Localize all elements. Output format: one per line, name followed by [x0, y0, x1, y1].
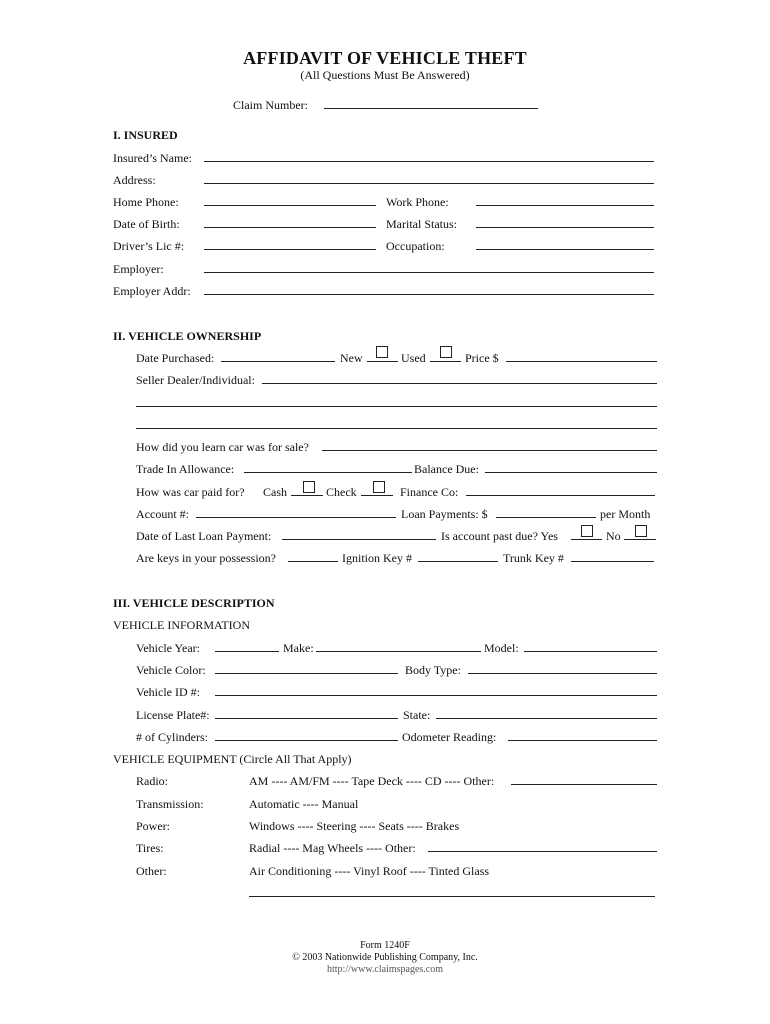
seller-label: Seller Dealer/Individual: — [136, 373, 255, 387]
address-label: Address: — [113, 173, 156, 187]
odometer-label: Odometer Reading: — [402, 730, 497, 744]
ignition-label: Ignition Key # — [342, 551, 412, 565]
check-checkbox[interactable] — [373, 481, 385, 493]
account-field[interactable] — [196, 517, 396, 518]
keys-field[interactable] — [288, 561, 338, 562]
ignition-field[interactable] — [418, 561, 498, 562]
section-ownership-header: II. VEHICLE OWNERSHIP — [113, 329, 262, 343]
odometer-field[interactable] — [508, 740, 657, 741]
work-phone-field[interactable] — [476, 205, 654, 206]
last-loan-field[interactable] — [282, 539, 436, 540]
make-field[interactable] — [316, 651, 481, 652]
power-options[interactable]: Windows ---- Steering ---- Seats ---- Brakes — [249, 819, 460, 833]
year-label: Vehicle Year: — [136, 641, 200, 655]
new-label: New — [340, 351, 363, 365]
power-label: Power: — [136, 819, 170, 833]
check-underline — [361, 495, 393, 496]
yes-underline — [571, 539, 602, 540]
used-underline — [430, 361, 461, 362]
cash-label: Cash — [263, 485, 287, 499]
tires-label: Tires: — [136, 841, 164, 855]
cylinders-label: # of Cylinders: — [136, 730, 208, 744]
year-field[interactable] — [215, 651, 279, 652]
other-options[interactable]: Air Conditioning ---- Vinyl Roof ---- Tinted Glass — [249, 864, 490, 878]
seller-field[interactable] — [262, 383, 657, 384]
seller-field-line-2[interactable] — [136, 406, 657, 407]
body-type-field[interactable] — [468, 673, 657, 674]
transmission-label: Transmission: — [136, 797, 204, 811]
home-phone-label: Home Phone: — [113, 195, 179, 209]
drivers-lic-field[interactable] — [204, 249, 376, 250]
date-purchased-label: Date Purchased: — [136, 351, 215, 365]
state-field[interactable] — [436, 718, 657, 719]
transmission-options[interactable]: Automatic ---- Manual — [249, 797, 359, 811]
drivers-lic-label: Driver’s Lic #: — [113, 239, 185, 253]
trade-in-label: Trade In Allowance: — [136, 462, 235, 476]
learn-field[interactable] — [322, 450, 657, 451]
color-label: Vehicle Color: — [136, 663, 206, 677]
employer-addr-field[interactable] — [204, 294, 654, 295]
price-label: Price $ — [465, 351, 499, 365]
claim-number-field[interactable] — [324, 108, 538, 109]
home-phone-field[interactable] — [204, 205, 376, 206]
radio-label: Radio: — [136, 774, 168, 788]
state-label: State: — [403, 708, 431, 722]
vid-field[interactable] — [215, 695, 657, 696]
learn-label: How did you learn car was for sale? — [136, 440, 309, 454]
last-loan-label: Date of Last Loan Payment: — [136, 529, 272, 543]
employer-field[interactable] — [204, 272, 654, 273]
other-extra-field[interactable] — [249, 896, 655, 897]
insured-name-label: Insured’s Name: — [113, 151, 192, 165]
address-field[interactable] — [204, 183, 654, 184]
cylinders-field[interactable] — [215, 740, 398, 741]
tires-options[interactable]: Radial ---- Mag Wheels ---- Other: — [249, 841, 416, 855]
claim-number-label: Claim Number: — [233, 98, 308, 112]
dob-field[interactable] — [204, 227, 376, 228]
yes-checkbox[interactable] — [581, 525, 593, 537]
marital-label: Marital Status: — [386, 217, 457, 231]
other-label: Other: — [136, 864, 167, 878]
new-underline — [367, 361, 398, 362]
vehicle-info-header: VEHICLE INFORMATION — [113, 618, 250, 632]
trunk-label: Trunk Key # — [503, 551, 564, 565]
seller-field-line-3[interactable] — [136, 428, 657, 429]
account-label: Account #: — [136, 507, 189, 521]
no-label: No — [606, 529, 621, 543]
cash-underline — [291, 495, 323, 496]
insured-name-field[interactable] — [204, 161, 654, 162]
trade-in-field[interactable] — [244, 472, 412, 473]
model-label: Model: — [484, 641, 519, 655]
loan-payments-label: Loan Payments: $ — [401, 507, 488, 521]
model-field[interactable] — [524, 651, 657, 652]
radio-other-field[interactable] — [511, 784, 657, 785]
trunk-field[interactable] — [571, 561, 654, 562]
form-number: Form 1240F — [360, 940, 410, 951]
paid-for-label: How was car paid for? — [136, 485, 245, 499]
finance-co-label: Finance Co: — [400, 485, 459, 499]
keys-label: Are keys in your possession? — [136, 551, 276, 565]
occupation-label: Occupation: — [386, 239, 445, 253]
make-label: Make: — [283, 641, 314, 655]
plate-field[interactable] — [215, 718, 398, 719]
new-checkbox[interactable] — [376, 346, 388, 358]
employer-label: Employer: — [113, 262, 164, 276]
used-label: Used — [401, 351, 426, 365]
balance-due-label: Balance Due: — [414, 462, 479, 476]
body-type-label: Body Type: — [405, 663, 461, 677]
balance-due-field[interactable] — [485, 472, 657, 473]
occupation-field[interactable] — [476, 249, 654, 250]
check-label: Check — [326, 485, 357, 499]
per-month-label: per Month — [600, 507, 651, 521]
section-description-header: III. VEHICLE DESCRIPTION — [113, 596, 275, 610]
employer-addr-label: Employer Addr: — [113, 284, 191, 298]
cash-checkbox[interactable] — [303, 481, 315, 493]
finance-co-field[interactable] — [466, 495, 655, 496]
marital-field[interactable] — [476, 227, 654, 228]
price-field[interactable] — [506, 361, 657, 362]
radio-options[interactable]: AM ---- AM/FM ---- Tape Deck ---- CD ---- Other: — [249, 774, 495, 788]
date-purchased-field[interactable] — [221, 361, 335, 362]
loan-payments-field[interactable] — [496, 517, 596, 518]
no-underline — [624, 539, 656, 540]
work-phone-label: Work Phone: — [386, 195, 449, 209]
page-title: AFFIDAVIT OF VEHICLE THEFT — [243, 48, 527, 68]
copyright: © 2003 Nationwide Publishing Company, Inc. — [292, 952, 478, 963]
past-due-label: Is account past due? Yes — [441, 529, 558, 543]
vid-label: Vehicle ID #: — [136, 685, 200, 699]
equipment-header: VEHICLE EQUIPMENT (Circle All That Apply) — [113, 752, 352, 766]
section-insured-header: I. INSURED — [113, 128, 178, 142]
page-subtitle: (All Questions Must Be Answered) — [300, 68, 470, 82]
color-field[interactable] — [215, 673, 398, 674]
plate-label: License Plate#: — [136, 708, 210, 722]
no-checkbox[interactable] — [635, 525, 647, 537]
tires-other-field[interactable] — [428, 851, 657, 852]
dob-label: Date of Birth: — [113, 217, 180, 231]
used-checkbox[interactable] — [440, 346, 452, 358]
website-link[interactable]: http://www.claimspages.com — [327, 964, 443, 975]
